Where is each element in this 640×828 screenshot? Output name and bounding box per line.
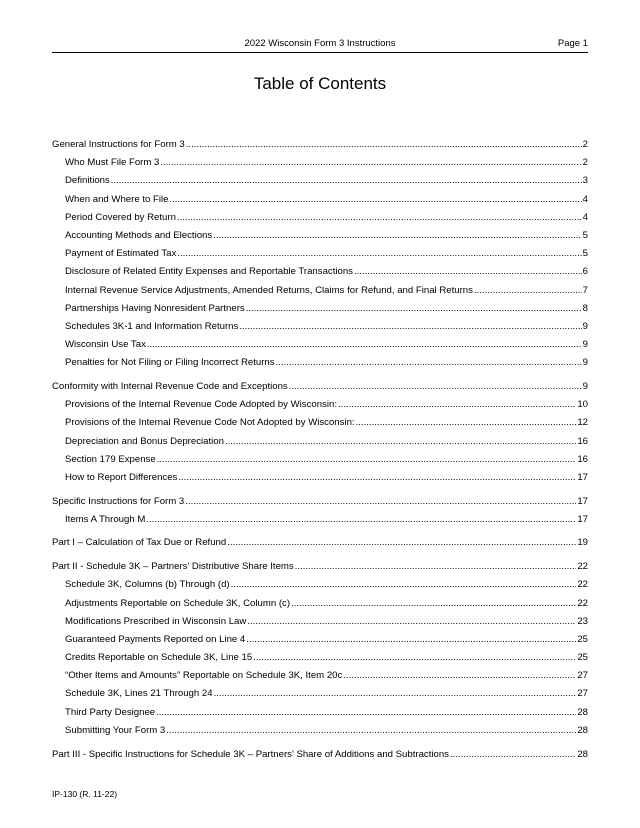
toc-entry-page: 22 — [577, 579, 588, 591]
toc-leader-dots — [246, 300, 582, 318]
toc-entry[interactable] — [52, 282, 588, 300]
form-id: IP-130 (R. 11-22) — [52, 789, 118, 799]
toc-entry-label: Accounting Methods and Elections — [65, 229, 213, 241]
toc-entry[interactable] — [52, 354, 588, 372]
toc-entry[interactable] — [52, 667, 588, 685]
toc-entry[interactable] — [52, 172, 588, 190]
toc-entry[interactable] — [52, 722, 588, 740]
toc-entry-page: 25 — [577, 652, 588, 664]
toc-entry-label: Partnerships Having Nonresident Partners — [65, 302, 245, 314]
page-header — [52, 36, 588, 53]
toc-entry-page: 23 — [577, 615, 588, 627]
toc-entry-page: 27 — [577, 670, 588, 682]
toc-leader-dots — [239, 318, 581, 336]
document-title: 2022 Wisconsin Form 3 Instructions — [244, 38, 396, 49]
toc-entry-label: When and Where to File — [65, 193, 169, 205]
toc-entry-page: 17 — [577, 471, 588, 483]
toc-entry-label: Adjustments Reportable on Schedule 3K, Column (c) — [65, 597, 291, 609]
toc-entry-page: 6 — [582, 266, 588, 278]
toc-entry-page: 9 — [582, 320, 588, 332]
toc-leader-dots — [178, 469, 576, 487]
page-title: Table of Contents — [253, 74, 387, 93]
toc-entry-page: 17 — [577, 513, 588, 525]
toc-entry[interactable] — [52, 300, 588, 318]
toc-entry[interactable] — [52, 631, 588, 649]
toc-entry-page: 12 — [577, 417, 588, 429]
toc-entry[interactable] — [52, 685, 588, 703]
toc-entry[interactable] — [52, 154, 588, 172]
toc-entry[interactable] — [52, 746, 588, 764]
toc-leader-dots — [147, 336, 582, 354]
toc-leader-dots — [227, 534, 576, 552]
toc-leader-dots — [177, 245, 581, 263]
toc-entry[interactable] — [52, 511, 588, 529]
toc-entry-page: 16 — [577, 453, 588, 465]
toc-leader-dots — [356, 414, 577, 432]
toc-entry-label: Conformity with Internal Revenue Code and Exceptions — [52, 380, 288, 392]
toc-entry-page: 5 — [582, 248, 588, 260]
toc-entry-page: 28 — [577, 748, 588, 760]
toc-entry[interactable] — [52, 613, 588, 631]
toc-leader-dots — [291, 595, 576, 613]
toc-entry-label: Schedule 3K, Columns (b) Through (d) — [65, 579, 230, 591]
toc-entry[interactable] — [52, 136, 588, 154]
toc-entry-label: Part III - Specific Instructions for Schedule 3K – Partners' Share of Additions and Subtractions — [52, 748, 449, 760]
toc-entry-page: 3 — [582, 175, 588, 187]
toc-entry-page: 16 — [577, 435, 588, 447]
toc-entry-label: Disclosure of Related Entity Expenses and Reportable Transactions — [65, 266, 353, 278]
toc-entry-label: How to Report Differences — [65, 471, 178, 483]
toc-entry-label: Period Covered by Return — [65, 211, 176, 223]
toc-entry[interactable] — [52, 704, 588, 722]
toc-leader-dots — [231, 576, 577, 594]
toc-entry-label: Part I – Calculation of Tax Due or Refund — [52, 537, 227, 549]
toc-leader-dots — [253, 649, 576, 667]
toc-entry-label: Part II - Schedule 3K – Partners’ Distributive Share Items — [52, 561, 294, 573]
toc-entry-label: Items A Through M — [65, 513, 146, 525]
toc-entry[interactable] — [52, 191, 588, 209]
page-number: Page 1 — [557, 38, 588, 49]
toc-entry-label: “Other Items and Amounts” Reportable on Schedule 3K, Item 20c — [65, 670, 343, 682]
toc-entry[interactable] — [52, 378, 588, 396]
toc-leader-dots — [343, 667, 576, 685]
toc-entry[interactable] — [52, 396, 588, 414]
toc-entry-page: 4 — [582, 193, 588, 205]
toc-entry-label: Who Must File Form 3 — [65, 157, 160, 169]
toc-entry[interactable] — [52, 576, 588, 594]
toc-entry-page: 17 — [577, 495, 588, 507]
toc-entry[interactable] — [52, 336, 588, 354]
toc-entry-page: 8 — [582, 302, 588, 314]
toc-entry-label: General Instructions for Form 3 — [52, 139, 185, 150]
toc-entry-label: Modifications Prescribed in Wisconsin Law — [65, 615, 247, 627]
toc-leader-dots — [354, 263, 582, 281]
toc-entry-label: Penalties for Not Filing or Filing Incorrect Returns — [65, 357, 275, 369]
toc-entry-label: Schedule 3K, Lines 21 Through 24 — [65, 688, 213, 700]
toc-leader-dots — [225, 433, 576, 451]
toc-entry-page: 10 — [577, 399, 588, 411]
toc-leader-dots — [247, 613, 576, 631]
toc-entry-page: 2 — [582, 139, 588, 150]
toc-leader-dots — [177, 209, 582, 227]
toc-entry[interactable] — [52, 469, 588, 487]
toc-entry-page: 4 — [582, 211, 588, 223]
toc-entry[interactable] — [52, 209, 588, 227]
toc-leader-dots — [295, 558, 577, 576]
toc-entry-page: 28 — [577, 724, 588, 736]
toc-entry-label: Guaranteed Payments Reported on Line 4 — [65, 633, 246, 645]
toc-entry[interactable] — [52, 245, 588, 263]
toc-entry-label: Schedules 3K-1 and Information Returns — [65, 320, 239, 332]
toc-entry-page: 28 — [577, 706, 588, 718]
toc-leader-dots — [169, 191, 581, 209]
toc-leader-dots — [338, 396, 576, 414]
toc-entry[interactable] — [52, 649, 588, 667]
toc-entry-label: Submitting Your Form 3 — [65, 724, 166, 736]
toc-leader-dots — [146, 511, 576, 529]
toc-leader-dots — [156, 704, 576, 722]
toc-entry[interactable] — [52, 263, 588, 281]
toc-leader-dots — [157, 451, 577, 469]
toc-entry-label: Section 179 Expense — [65, 453, 156, 465]
toc-entry-page: 9 — [582, 380, 588, 392]
toc-entry[interactable] — [52, 558, 588, 576]
toc-leader-dots — [276, 354, 582, 372]
toc-entry-page: 9 — [582, 339, 588, 351]
toc-entry-label: Provisions of the Internal Revenue Code Adopted by Wisconsin: — [65, 399, 337, 411]
toc-leader-dots — [166, 722, 576, 740]
toc-entry-label: Provisions of the Internal Revenue Code Not Adopted by Wisconsin: — [65, 417, 355, 429]
toc-entry-label: Internal Revenue Service Adjustments, Amended Returns, Claims for Refund, and Final Returns — [65, 284, 473, 296]
toc-leader-dots — [450, 746, 576, 764]
toc-entry-page: 19 — [577, 537, 588, 549]
toc-leader-dots — [474, 282, 582, 300]
toc-leader-dots — [246, 631, 576, 649]
toc-entry[interactable] — [52, 534, 588, 552]
toc-entry-label: Wisconsin Use Tax — [65, 339, 146, 351]
toc-entry[interactable] — [52, 227, 588, 245]
toc-entry-label: Depreciation and Bonus Depreciation — [65, 435, 224, 447]
toc-leader-dots — [186, 136, 582, 154]
toc-entry-label: Specific Instructions for Form 3 — [52, 495, 185, 507]
toc-leader-dots — [185, 493, 576, 511]
toc-entry-page: 25 — [577, 633, 588, 645]
toc-entry-page: 2 — [582, 157, 588, 169]
toc-entry[interactable] — [52, 451, 588, 469]
table-of-contents — [52, 136, 588, 764]
toc-entry-page: 7 — [582, 284, 588, 296]
toc-entry-page: 22 — [577, 561, 588, 573]
toc-entry-page: 5 — [582, 229, 588, 241]
toc-entry[interactable] — [52, 433, 588, 451]
toc-entry[interactable] — [52, 318, 588, 336]
toc-entry-label: Definitions — [65, 175, 110, 187]
toc-leader-dots — [213, 227, 581, 245]
toc-entry-label: Third Party Designee — [65, 706, 156, 718]
toc-leader-dots — [160, 154, 581, 172]
toc-entry-label: Credits Reportable on Schedule 3K, Line 15 — [65, 652, 253, 664]
toc-entry-page: 22 — [577, 597, 588, 609]
toc-leader-dots — [111, 172, 582, 190]
toc-leader-dots — [214, 685, 577, 703]
toc-leader-dots — [289, 378, 582, 396]
toc-entry-label: Payment of Estimated Tax — [65, 248, 177, 260]
toc-entry[interactable] — [52, 414, 588, 432]
toc-entry-page: 27 — [577, 688, 588, 700]
toc-entry[interactable] — [52, 595, 588, 613]
toc-entry[interactable] — [52, 493, 588, 511]
toc-entry-page: 9 — [582, 357, 588, 369]
